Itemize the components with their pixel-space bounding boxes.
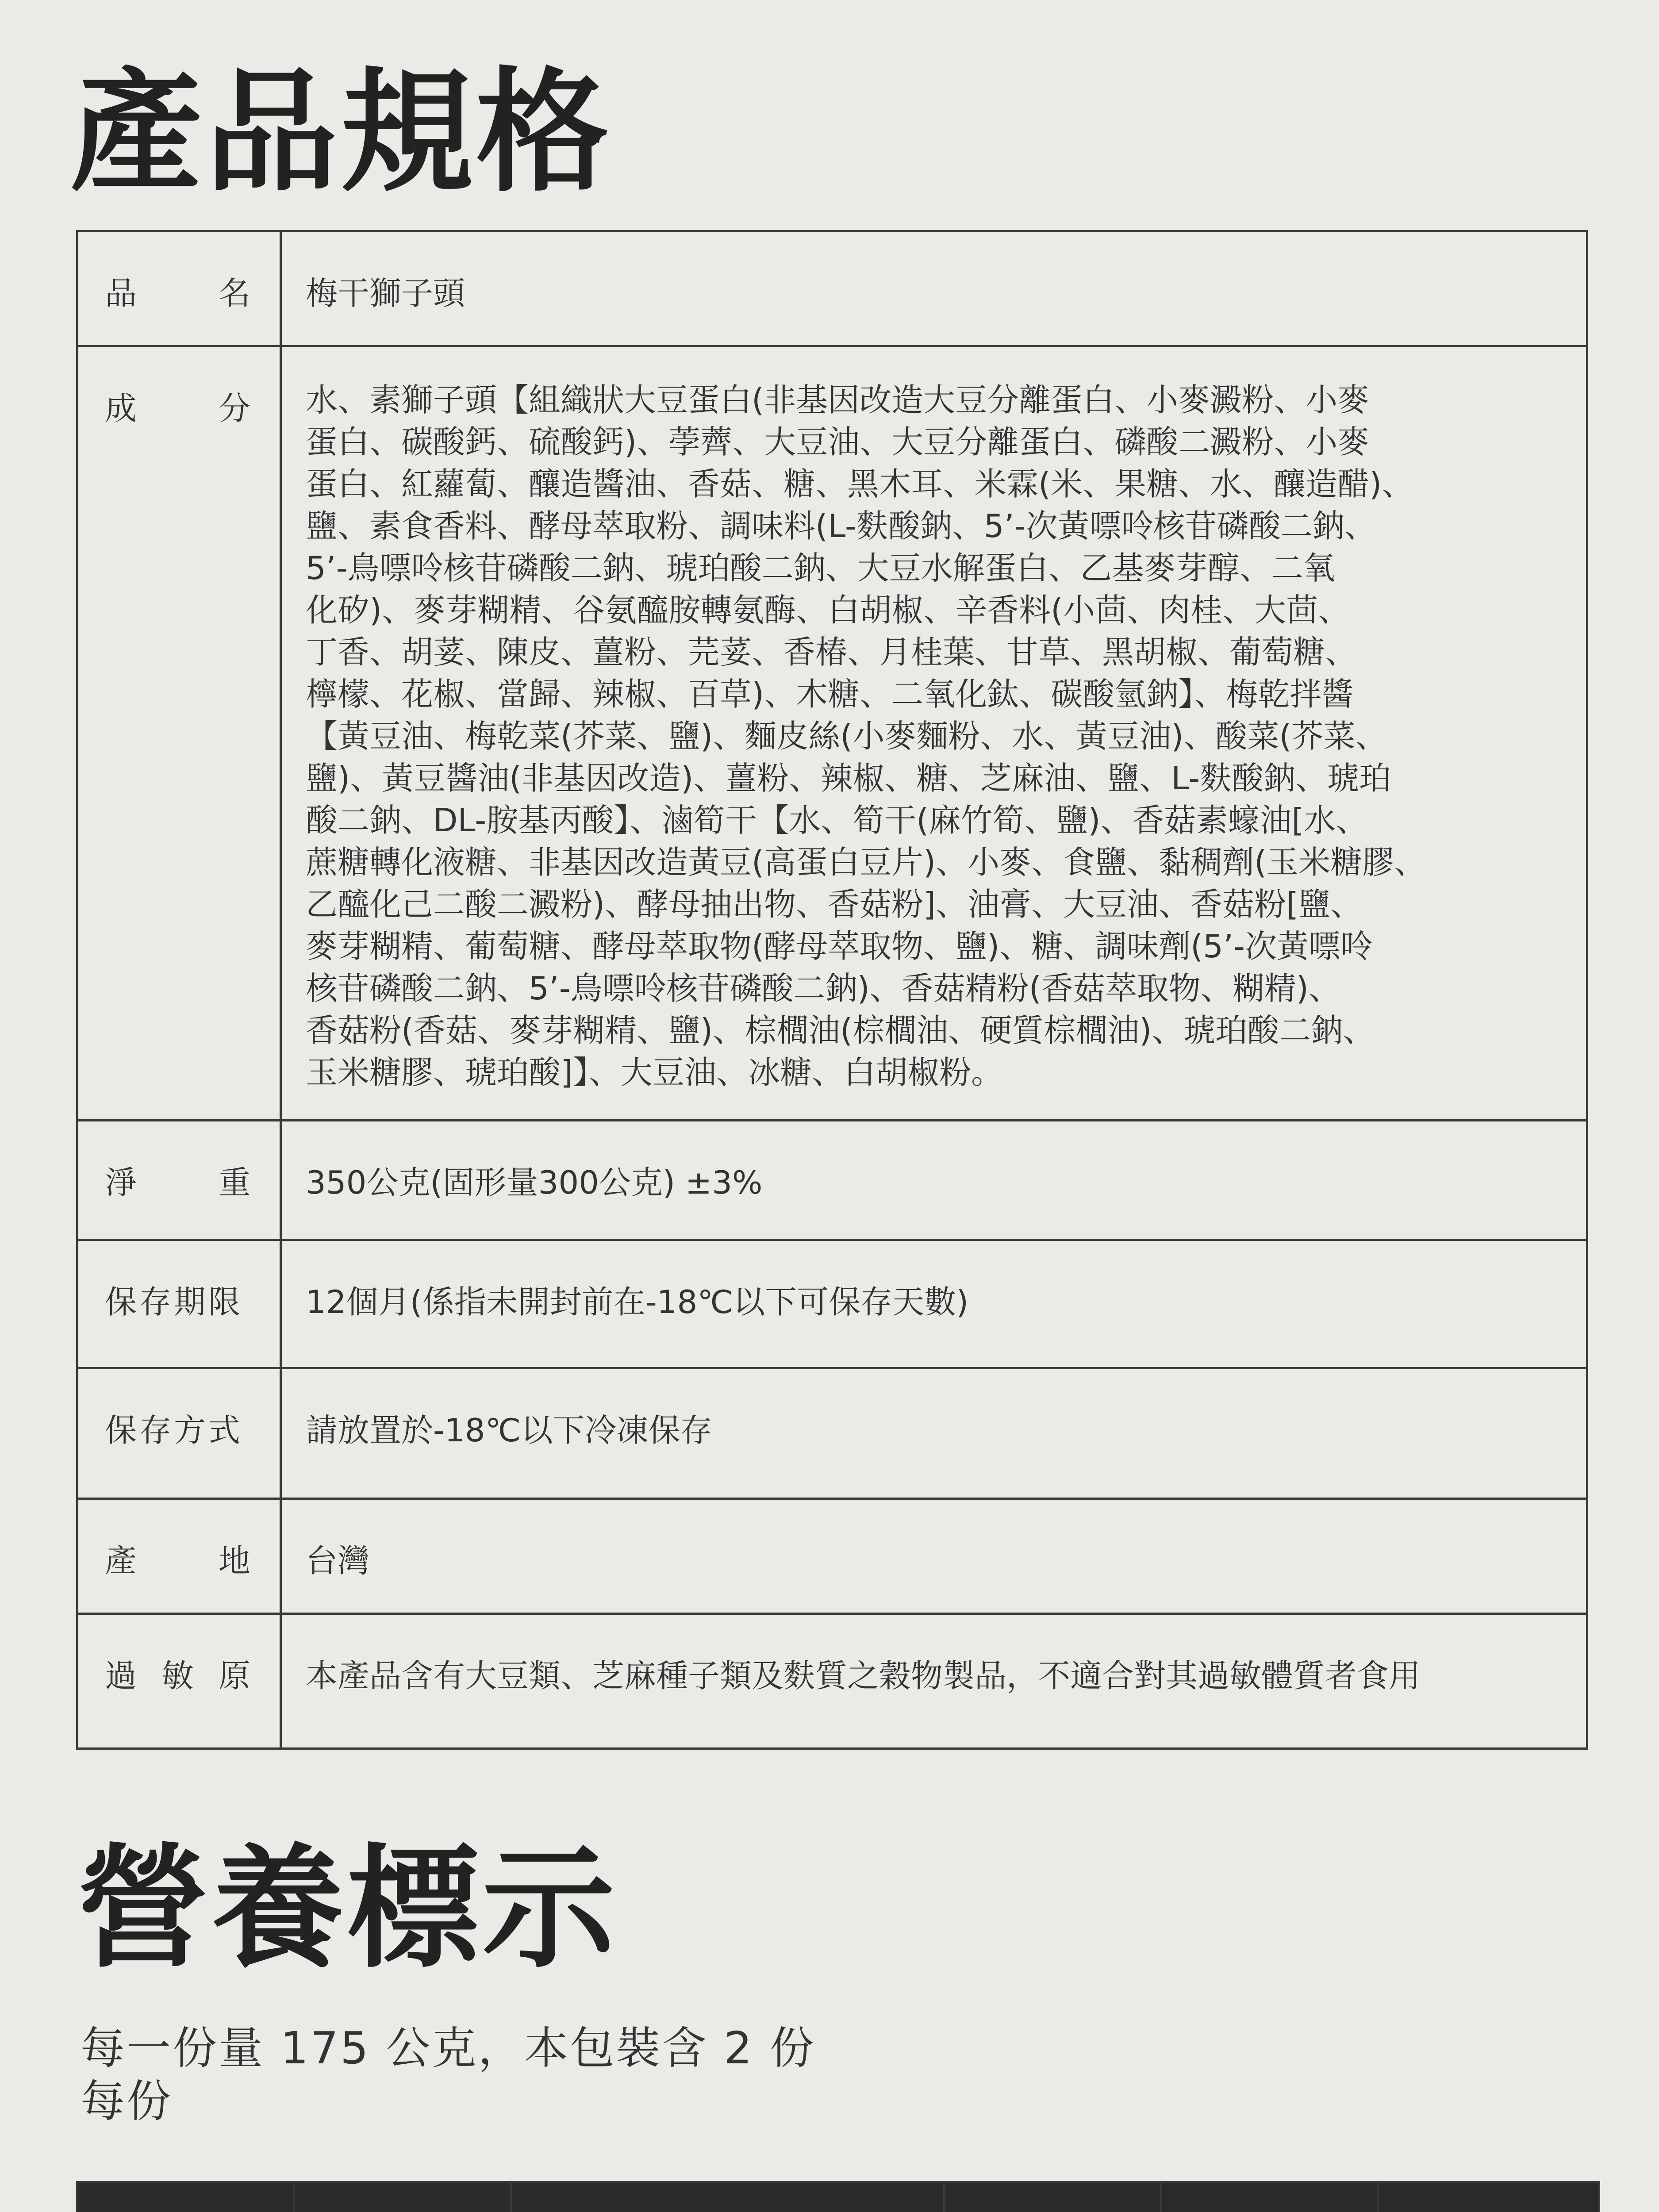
spec-value-line: 蔗糖轉化液糖、非基因改造黃豆(高蛋白豆片)、小麥、食鹽、黏稠劑(玉米糖膠、 <box>306 844 1426 881</box>
spec-label <box>77 1368 281 1499</box>
spec-value <box>281 1499 1587 1614</box>
spec-value-line: 水、素獅子頭【組織狀大豆蛋白(非基因改造大豆分離蛋白、小麥澱粉、小麥 <box>306 381 1370 419</box>
spec-value <box>281 1368 1587 1499</box>
spec-label <box>77 1614 281 1749</box>
spec-label <box>77 1121 281 1240</box>
spec-value-line: 12個月(係指未開封前在-18℃以下可保存天數) <box>306 1283 969 1321</box>
spec-table-body <box>77 231 1587 1749</box>
spec-value <box>281 346 1587 1121</box>
serving-size-text: 每一份量 175 公克，本包裝含 2 份 <box>81 2022 816 2074</box>
nutrition-heading: 營養標示 <box>76 1832 618 1986</box>
spec-table <box>76 230 1588 1750</box>
spec-label-text: 保存方式 <box>105 1412 243 1449</box>
spec-label-text: 品名 <box>105 275 253 312</box>
spec-value-line: 梅干獅子頭 <box>306 275 465 312</box>
spec-row <box>77 346 1587 1121</box>
spec-label <box>77 1240 281 1368</box>
spec-value-line: 核苷磷酸二鈉、5’-鳥嘌呤核苷磷酸二鈉)、香菇精粉(香菇萃取物、糊精)、 <box>306 970 1340 1007</box>
spec-value <box>281 1240 1587 1368</box>
spec-value-line: 乙醯化己二酸二澱粉)、酵母抽出物、香菇粉]、油膏、大豆油、香菇粉[鹽、 <box>306 886 1363 923</box>
spec-row <box>77 1499 1587 1614</box>
spec-label-text: 淨重 <box>105 1164 253 1201</box>
spec-value <box>281 231 1587 346</box>
spec-label-text: 保存期限 <box>105 1283 243 1321</box>
spec-label-text: 產地 <box>105 1542 253 1579</box>
spec-row <box>77 1368 1587 1499</box>
header-sodium <box>1378 2182 1599 2212</box>
spec-value-line: 【黃豆油、梅乾菜(芥菜、鹽)、麵皮絲(小麥麵粉、水、黃豆油)、酸菜(芥菜、 <box>306 718 1387 755</box>
header-sugar <box>1161 2182 1378 2212</box>
spec-row <box>77 231 1587 346</box>
spec-row <box>77 1121 1587 1240</box>
spec-value-line: 香菇粉(香菇、麥芽糊精、鹽)、棕櫚油(棕櫚油、硬質棕櫚油)、琥珀酸二鈉、 <box>306 1012 1375 1049</box>
spec-value-line: 台灣 <box>306 1542 370 1579</box>
spec-value-line: 350公克(固形量300公克) ±3% <box>306 1164 763 1201</box>
spec-row <box>77 1240 1587 1368</box>
header-calories <box>77 2182 294 2212</box>
header-protein <box>294 2182 511 2212</box>
spec-value <box>281 1121 1587 1240</box>
spec-value-line: 5’-鳥嘌呤核苷磷酸二鈉、琥珀酸二鈉、大豆水解蛋白、乙基麥芽醇、二氧 <box>306 549 1335 587</box>
spec-heading: 產品規格 <box>70 55 611 210</box>
spec-label <box>77 346 281 1121</box>
spec-label <box>77 1499 281 1614</box>
spec-value <box>281 1614 1587 1749</box>
spec-value-line: 請放置於-18℃以下冷凍保存 <box>306 1412 712 1449</box>
nutrition-header-row <box>77 2182 1599 2212</box>
spec-label-text: 成分 <box>105 390 253 427</box>
per-serving-text: 每份 <box>81 2075 173 2127</box>
nutrition-table <box>76 2181 1600 2212</box>
header-carbs <box>945 2182 1161 2212</box>
spec-value-line: 本產品含有大豆類、芝麻種子類及麩質之穀物製品，不適合對其過敏體質者食用 <box>306 1657 1421 1694</box>
spec-label <box>77 231 281 346</box>
spec-label-text: 過敏原 <box>105 1657 253 1694</box>
spec-value-line: 酸二鈉、DL-胺基丙酸】、滷筍干【水、筍干(麻竹筍、鹽)、香菇素蠔油[水、 <box>306 802 1368 839</box>
spec-value-line: 蛋白、碳酸鈣、硫酸鈣)、荸薺、大豆油、大豆分離蛋白、磷酸二澱粉、小麥 <box>306 423 1370 461</box>
spec-value-line: 化矽)、麥芽糊精、谷氨醯胺轉氨酶、白胡椒、辛香料(小茴、肉桂、大茴、 <box>306 591 1350 629</box>
spec-value-line: 麥芽糊精、葡萄糖、酵母萃取物(酵母萃取物、鹽)、糖、調味劑(5’-次黃嘌呤 <box>306 928 1372 965</box>
header-fat <box>511 2182 945 2212</box>
spec-row <box>77 1614 1587 1749</box>
spec-value-line: 蛋白、紅蘿蔔、釀造醬油、香菇、糖、黑木耳、米霖(米、果糖、水、釀造醋)、 <box>306 465 1414 503</box>
spec-value-line: 鹽)、黃豆醬油(非基因改造)、薑粉、辣椒、糖、芝麻油、鹽、L-麩酸鈉、琥珀 <box>306 760 1391 797</box>
spec-value-line: 檸檬、花椒、當歸、辣椒、百草)、木糖、二氧化鈦、碳酸氫鈉】、梅乾拌醬 <box>306 676 1354 713</box>
spec-value-line: 丁香、胡荽、陳皮、薑粉、芫荽、香椿、月桂葉、甘草、黑胡椒、葡萄糖、 <box>306 634 1357 671</box>
spec-value-line: 玉米糖膠、琥珀酸]】、大豆油、冰糖、白胡椒粉。 <box>306 1054 1003 1091</box>
spec-value-line: 鹽、素食香料、酵母萃取粉、調味料(L-麩酸鈉、5’-次黃嘌呤核苷磷酸二鈉、 <box>306 507 1376 545</box>
